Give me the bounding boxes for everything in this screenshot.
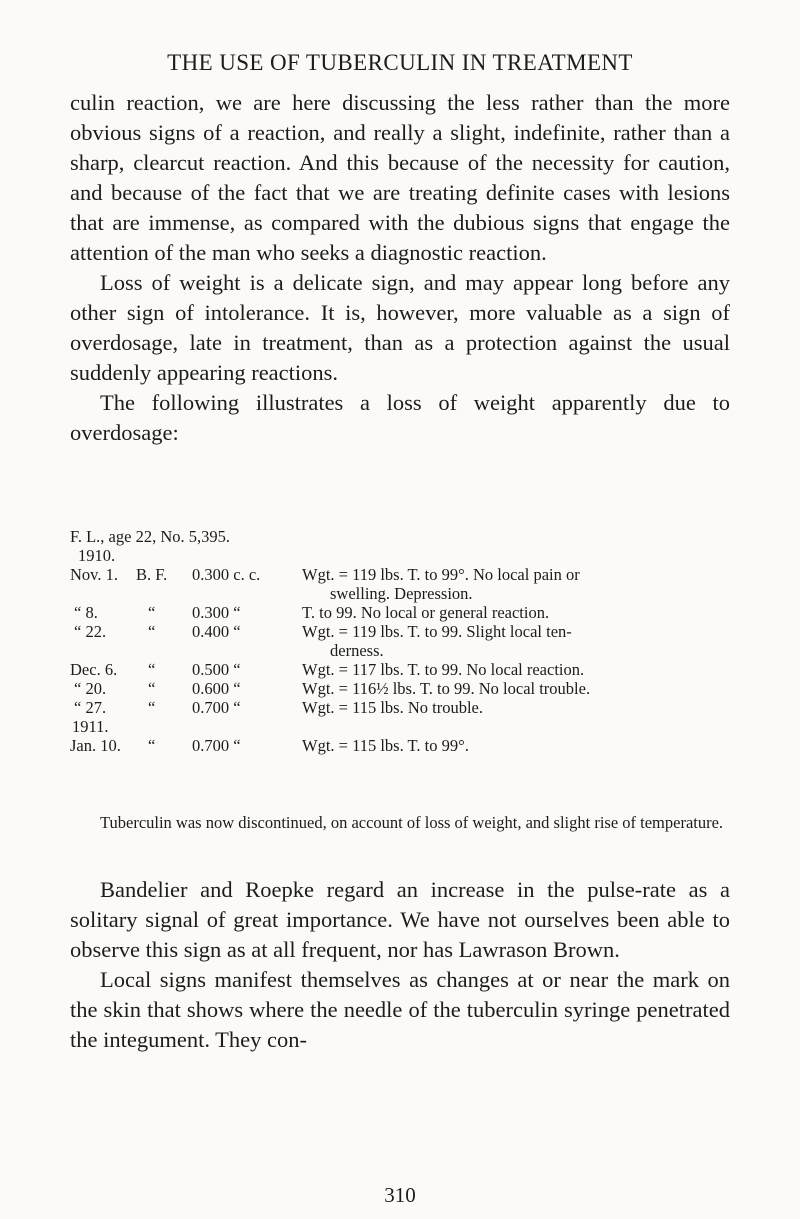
row-date: Nov. 1. xyxy=(70,565,118,584)
paragraph: Local signs manifest themselves as changes at or near the mark on the skin that shows where the needle of the tuberculin syringe penetrated the integument. They con- xyxy=(70,967,730,1052)
year-label: 1910. xyxy=(78,546,116,565)
row-dose: 0.500 “ xyxy=(192,660,241,679)
row-note xyxy=(302,679,730,698)
paragraph: Loss of weight is a delicate sign, and may appear long before any other sign of intolerance. It is, however, more valuable as a sign of overdosage, late in treatment, than as a protection against the usual suddenly appearing reactions. xyxy=(70,270,730,385)
row-route: “ xyxy=(148,736,156,755)
case-footnote xyxy=(70,811,730,834)
row-route: “ xyxy=(148,698,156,717)
case-footnote-text: Tuberculin was now discontinued, on account of loss of weight, and slight rise of temperature. xyxy=(100,813,724,832)
row-note xyxy=(302,622,730,660)
year-label: 1911. xyxy=(72,717,109,736)
row-note xyxy=(302,736,730,755)
row-dose: 0.700 “ xyxy=(192,736,241,755)
row-note-continued: swelling. Depression. xyxy=(330,584,473,603)
row-note-text: Wgt. = 119 lbs. T. to 99°. No local pain or xyxy=(302,565,580,584)
page-number: 310 xyxy=(384,1183,416,1207)
case-row xyxy=(70,565,730,603)
row-note-text: Wgt. = 115 lbs. T. to 99°. xyxy=(302,736,469,755)
row-date: “ 20. xyxy=(74,679,107,698)
row-dose: 0.300 “ xyxy=(192,603,241,622)
case-header: F. L., age 22, No. 5,395. xyxy=(70,527,230,546)
row-date: “ 27. xyxy=(74,698,107,717)
case-row xyxy=(70,736,730,755)
row-note-text: T. to 99. No local or general reaction. xyxy=(302,603,550,622)
paragraph: Bandelier and Roepke regard an increase in the pulse-rate as a solitary signal of great importance. We have not ourselves been able to observe this sign as at all frequent, nor has Lawrason Brown. xyxy=(70,877,730,962)
row-note xyxy=(302,698,730,717)
case-row xyxy=(70,622,730,660)
row-route: B. F. xyxy=(136,565,168,584)
row-dose: 0.700 “ xyxy=(192,698,241,717)
row-date: Jan. 10. xyxy=(70,736,121,755)
row-route: “ xyxy=(148,679,156,698)
running-head: THE USE OF TUBERCULIN IN TREATMENT xyxy=(167,50,633,75)
row-note-text: Wgt. = 117 lbs. T. to 99. No local reaction. xyxy=(302,660,585,679)
body-text-top xyxy=(70,88,730,448)
row-note xyxy=(302,565,730,603)
row-note xyxy=(302,660,730,679)
row-dose: 0.300 c. c. xyxy=(192,565,261,584)
row-note-text: Wgt. = 116½ lbs. T. to 99. No local trouble. xyxy=(302,679,591,698)
row-note-text: Wgt. = 115 lbs. No trouble. xyxy=(302,698,484,717)
case-record xyxy=(70,527,730,755)
paragraph: culin reaction, we are here discussing the less rather than the more obvious signs of a reaction, and really a slight, indefinite, rather than a sharp, clearcut reaction. And this because of the necessity for caution, and because of the fact that we are treating definite cases with lesions that are immense, as compared with the dubious signs that engage the attention of the man who seeks a diagnostic reaction. xyxy=(70,90,730,265)
case-row xyxy=(70,603,730,622)
row-note xyxy=(302,603,730,622)
row-route: “ xyxy=(148,603,156,622)
row-route: “ xyxy=(148,660,156,679)
case-row xyxy=(70,660,730,679)
row-dose: 0.400 “ xyxy=(192,622,241,641)
row-dose: 0.600 “ xyxy=(192,679,241,698)
row-route: “ xyxy=(148,622,156,641)
row-date: “ 22. xyxy=(74,622,107,641)
paragraph: The following illustrates a loss of weight apparently due to overdosage: xyxy=(70,390,730,445)
row-note-text: Wgt. = 119 lbs. T. to 99. Slight local ten- xyxy=(302,622,572,641)
case-row xyxy=(70,679,730,698)
body-text-bottom xyxy=(70,875,730,1055)
row-date: Dec. 6. xyxy=(70,660,118,679)
row-note-continued: derness. xyxy=(330,641,384,660)
case-row xyxy=(70,698,730,717)
row-date: “ 8. xyxy=(74,603,98,622)
